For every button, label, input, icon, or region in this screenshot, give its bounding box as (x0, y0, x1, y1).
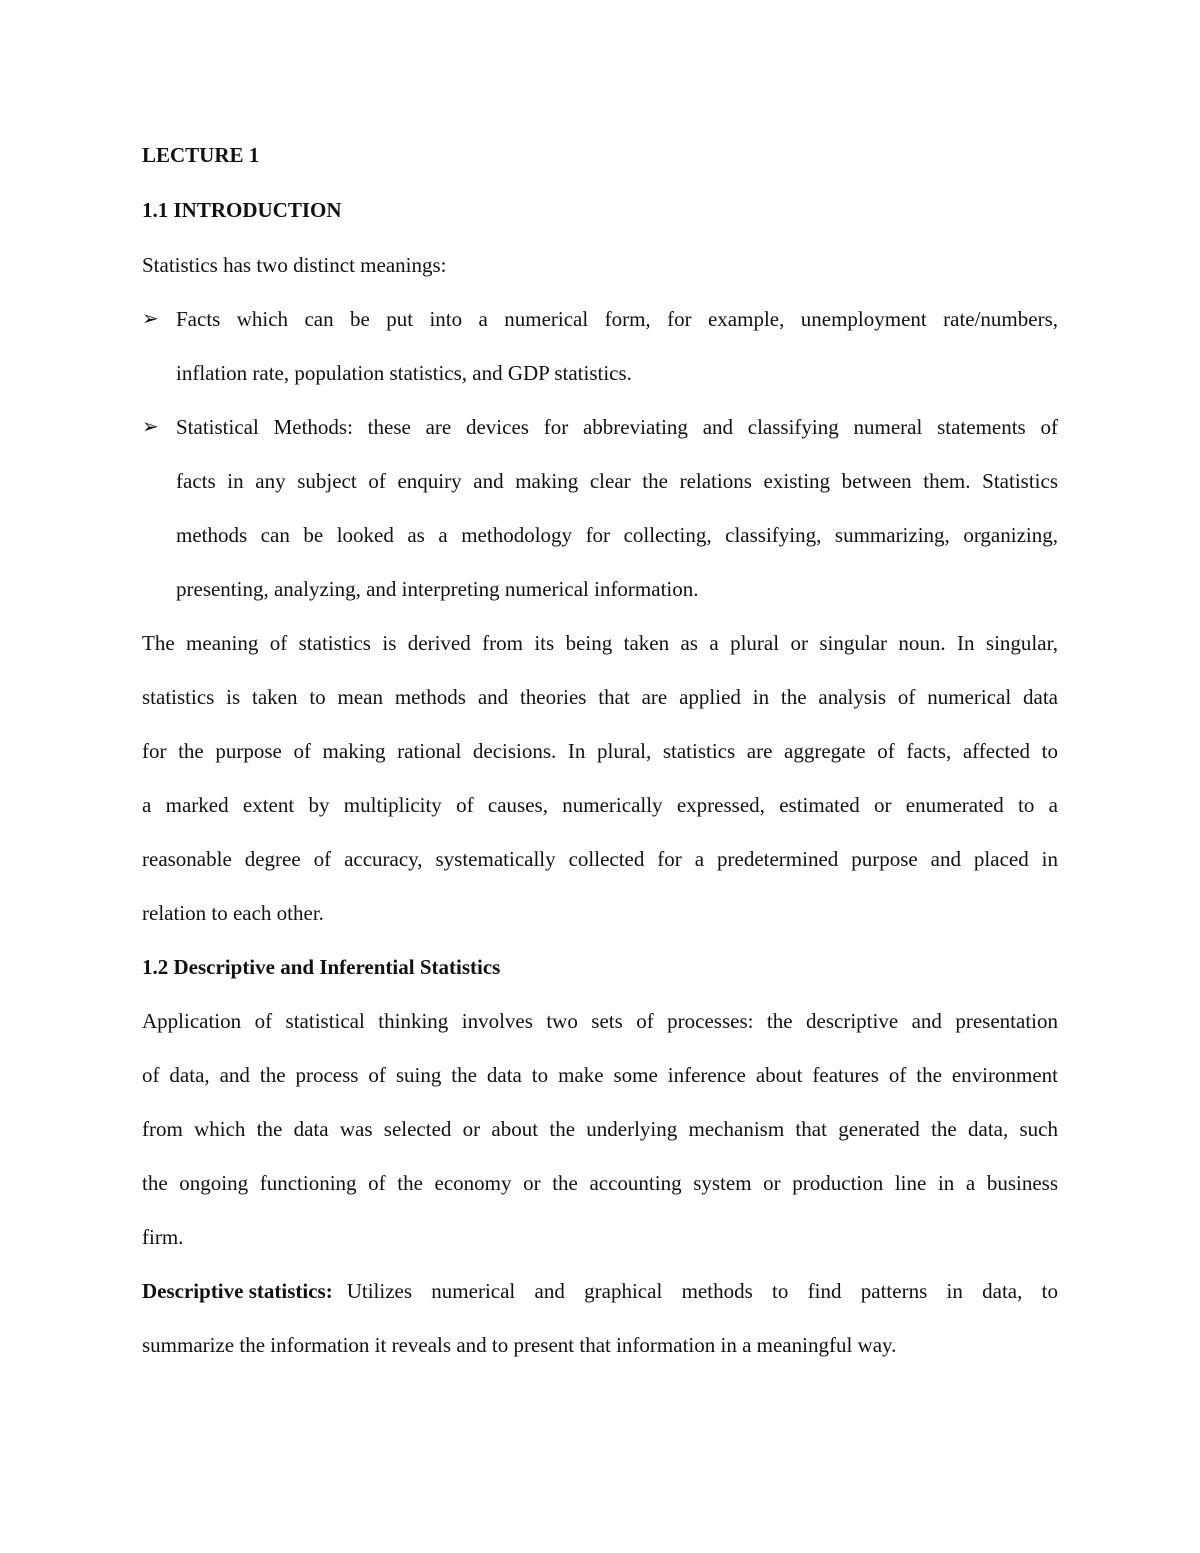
paragraph-2-line-5: firm. (142, 1225, 184, 1249)
paragraph-2-line-1: Application of statistical thinking involves two sets of processes: the descriptive and presentation (142, 1009, 1058, 1033)
paragraph-1-line-3: for the purpose of making rational decisions. In plural, statistics are aggregate of facts, affected to (142, 739, 1058, 763)
section-heading-introduction: 1.1 INTRODUCTION (142, 198, 342, 222)
lecture-title: LECTURE 1 (142, 143, 260, 167)
bullet-arrow-icon: ➢ (142, 308, 159, 330)
paragraph-1-line-2: statistics is taken to mean methods and theories that are applied in the analysis of numerical data (142, 685, 1058, 709)
paragraph-2-line-4: the ongoing functioning of the economy or the accounting system or production line in a business (142, 1171, 1058, 1195)
paragraph-2-line-3: from which the data was selected or about the underlying mechanism that generated the data, such (142, 1117, 1058, 1141)
bullet-2-line-3: methods can be looked as a methodology for collecting, classifying, summarizing, organizing, (176, 523, 1058, 547)
descriptive-definition-line-1 (142, 1278, 1058, 1304)
bullet-arrow-icon: ➢ (142, 416, 159, 438)
bullet-2-line-1: Statistical Methods: these are devices for abbreviating and classifying numeral statements of (176, 415, 1058, 439)
bullet-1-line-2: inflation rate, population statistics, and GDP statistics. (176, 361, 632, 385)
bullet-2-line-2: facts in any subject of enquiry and making clear the relations existing between them. Statistics (176, 469, 1058, 493)
paragraph-1-line-1: The meaning of statistics is derived from its being taken as a plural or singular noun. In singular, (142, 631, 1058, 655)
intro-sentence: Statistics has two distinct meanings: (142, 253, 447, 277)
paragraph-1-line-4: a marked extent by multiplicity of causes, numerically expressed, estimated or enumerated to a (142, 793, 1058, 817)
section-heading-descriptive-inferential: 1.2 Descriptive and Inferential Statistics (142, 955, 501, 979)
paragraph-1-line-5: reasonable degree of accuracy, systematically collected for a predetermined purpose and placed in (142, 847, 1058, 871)
paragraph-2-line-2: of data, and the process of suing the data to make some inference about features of the environment (142, 1063, 1058, 1087)
bullet-2-line-4: presenting, analyzing, and interpreting numerical information. (176, 577, 699, 601)
descriptive-term: Descriptive statistics: (142, 1279, 333, 1303)
descriptive-definition-text: Utilizes numerical and graphical methods to find patterns in data, to (346, 1279, 1058, 1303)
paragraph-1-line-6: relation to each other. (142, 901, 324, 925)
descriptive-definition-line-2: summarize the information it reveals and to present that information in a meaningful way. (142, 1333, 897, 1357)
bullet-1-line-1: Facts which can be put into a numerical form, for example, unemployment rate/numbers, (176, 307, 1058, 331)
